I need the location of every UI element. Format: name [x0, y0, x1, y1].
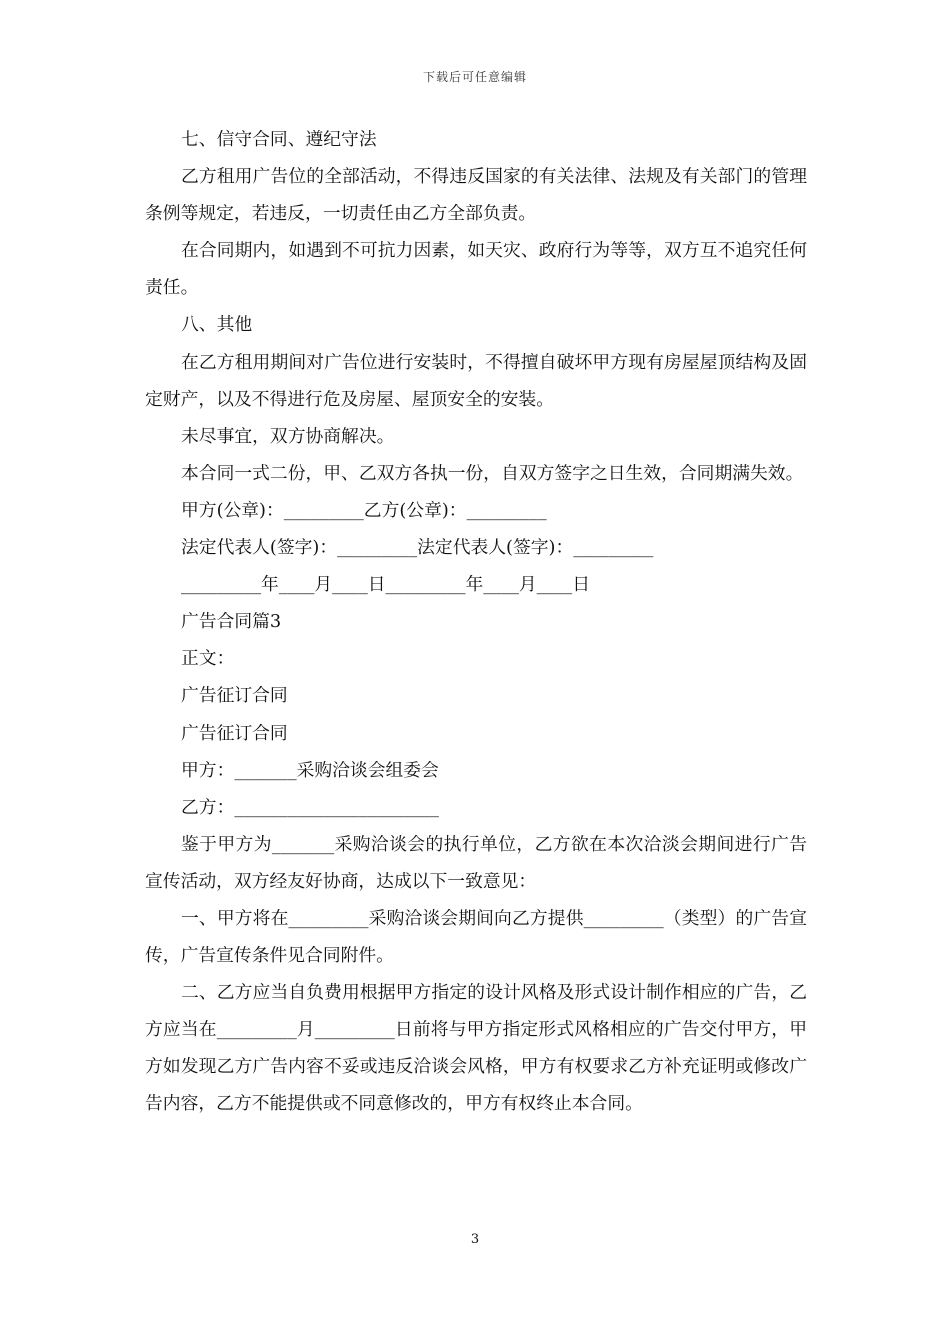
paragraph: 正文：: [181, 648, 235, 670]
page-header: 下载后可任意编辑: [422, 70, 527, 84]
document-body: [145, 121, 807, 1123]
signature-line-seal: 甲方(公章)：_________乙方(公章)：_________: [181, 499, 547, 521]
contract-title: 广告征订合同: [181, 722, 288, 744]
paragraph: 鉴于甲方为_______采购洽谈会的执行单位，乙方欲在本次洽淡会期间进行广告宣传活动，双方经友好协商，达成以下一致意见：: [145, 833, 807, 892]
contract-title: 广告征订合同: [181, 685, 288, 707]
clause-1: 一、甲方将在_________采购洽谈会期间向乙方提供_________（类型）的广告宣传，广告宣传条件见合同附件。: [145, 907, 807, 967]
party-b-line: 乙方：_______________________: [181, 796, 439, 818]
paragraph: 本合同一式二份，甲、乙双方各执一份，自双方签字之日生效，合同期满失效。: [181, 462, 804, 484]
signature-line-date: _________年____月____日_________年____月____日: [181, 574, 590, 596]
paragraph: 在乙方租用期间对广告位进行安装时，不得擅自破坏甲方现有房屋屋顶结构及固定财产，以及不得进行危及房屋、屋顶安全的安装。: [145, 351, 807, 410]
section-title-contract-3: 广告合同篇3: [181, 611, 282, 633]
party-a-line: 甲方：_______采购洽谈会组委会: [181, 759, 439, 781]
paragraph: 乙方租用广告位的全部活动，不得违反国家的有关法律、法规及有关部门的管理条例等规定，若违反，一切责任由乙方全部负责。: [145, 166, 807, 225]
signature-line-representative: 法定代表人(签字)：_________法定代表人(签字)：_________: [181, 537, 654, 559]
paragraph: 在合同期内，如遇到不可抗力因素，如天灾、政府行为等等，双方互不追究任何责任。: [145, 240, 807, 299]
section-heading-8: 八、其他: [181, 314, 253, 336]
clause-2: 二、乙方应当自负费用根据甲方指定的设计风格及形式设计制作相应的广告，乙方应当在_________月_________日前将与甲方指定形式风格相应的广告交付甲方，甲方如发现乙方广告内容不妥或违反洽谈会风格，甲方有权要求乙方补充证明或修改广告内容，乙方不能提供或不同意修改的，甲方有权终止本合同。: [145, 982, 807, 1115]
paragraph: 未尽事宜，双方协商解决。: [181, 425, 395, 447]
page-number: 3: [470, 1232, 480, 1247]
section-heading-7: 七、信守合同、遵纪守法: [181, 129, 377, 150]
